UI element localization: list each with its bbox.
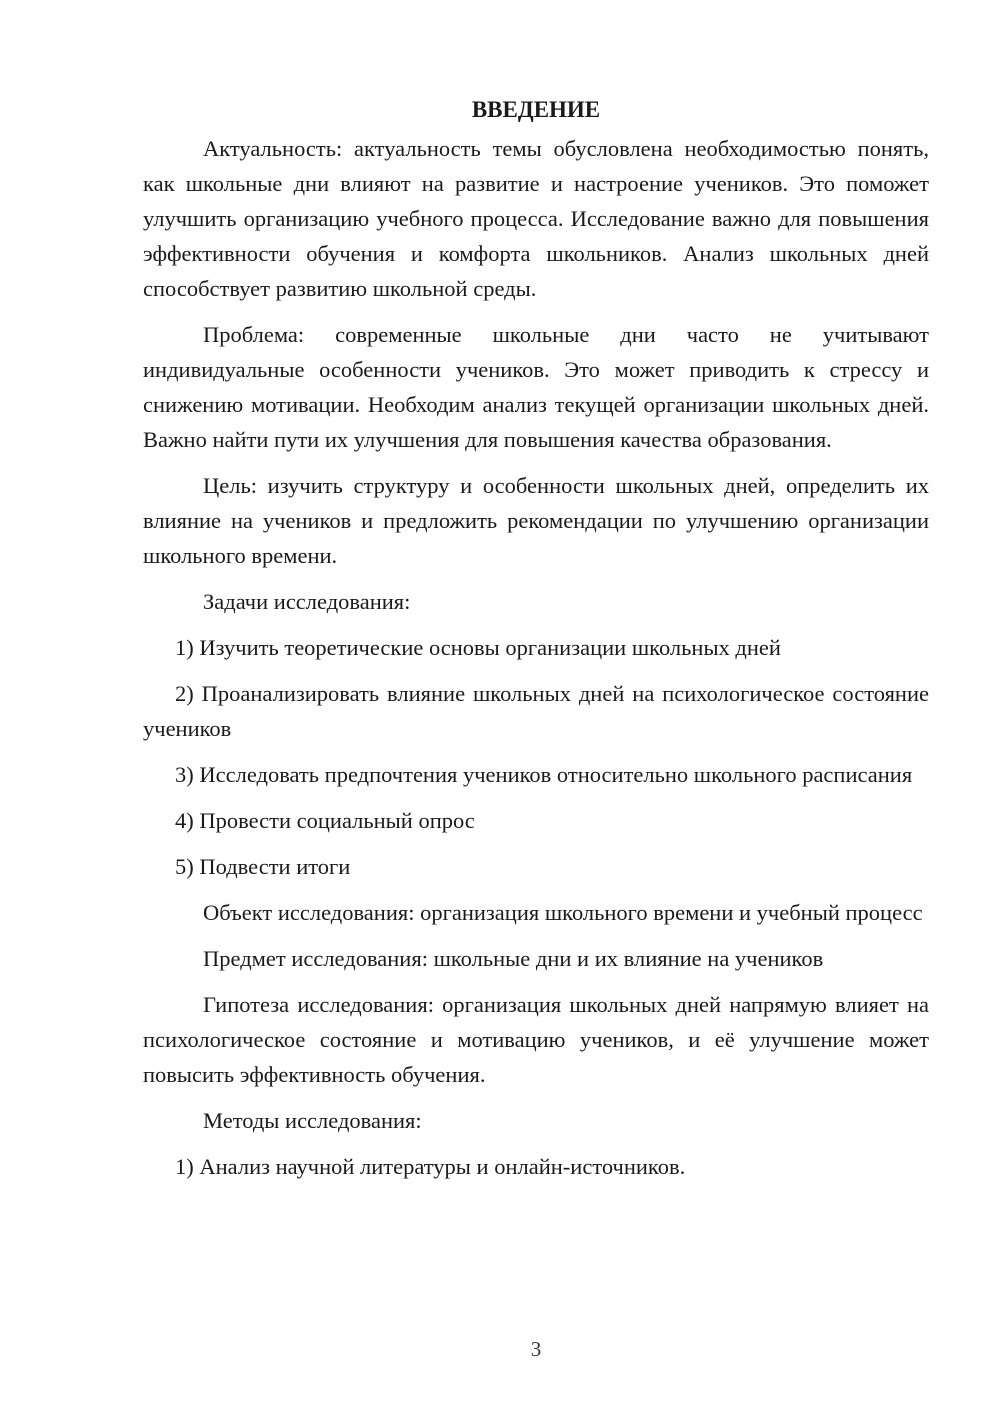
methods-label: Методы исследования: [203,1108,422,1133]
tasks-label: Задачи исследования: [203,589,411,614]
object-paragraph: Объект исследования: организация школьного времени и учебный процесс [203,900,923,925]
problem-paragraph: Проблема: современные школьные дни часто не учитывают индивидуальные особенности учеников. Это может приводить к стрессу и снижению мотивации. Необходим анализ текущей организации школьных дней. Важно найти пути их улучшения для повышения качества образования. [143,322,929,452]
task-item: 4) Провести социальный опрос [175,808,475,833]
task-item: 1) Изучить теоретические основы организации школьных дней [175,635,781,660]
page-content [143,92,929,1195]
method-item: 1) Анализ научной литературы и онлайн-источников. [175,1154,686,1179]
section-title: ВВЕДЕНИЕ [471,97,601,122]
subject-paragraph: Предмет исследования: школьные дни и их влияние на учеников [203,946,824,971]
task-item: 3) Исследовать предпочтения учеников относительно школьного расписания [175,762,913,787]
page-number: 3 [530,1337,542,1361]
goal-paragraph: Цель: изучить структуру и особенности школьных дней, определить их влияние на учеников и предложить рекомендации по улучшению организации школьного времени. [143,473,929,568]
relevance-paragraph: Актуальность: актуальность темы обусловлена необходимостью понять, как школьные дни влияют на развитие и настроение учеников. Это поможет улучшить организацию учебного процесса. Исследование важно для повышения эффективности обучения и комфорта школьников. Анализ школьных дней способствует развитию школьной среды. [143,136,929,301]
task-item: 2) Проанализировать влияние школьных дней на психологическое состояние учеников [143,681,929,741]
task-item: 5) Подвести итоги [175,854,351,879]
hypothesis-paragraph: Гипотеза исследования: организация школьных дней напрямую влияет на психологическое состояние и мотивацию учеников, и её улучшение может повысить эффективность обучения. [143,992,929,1087]
